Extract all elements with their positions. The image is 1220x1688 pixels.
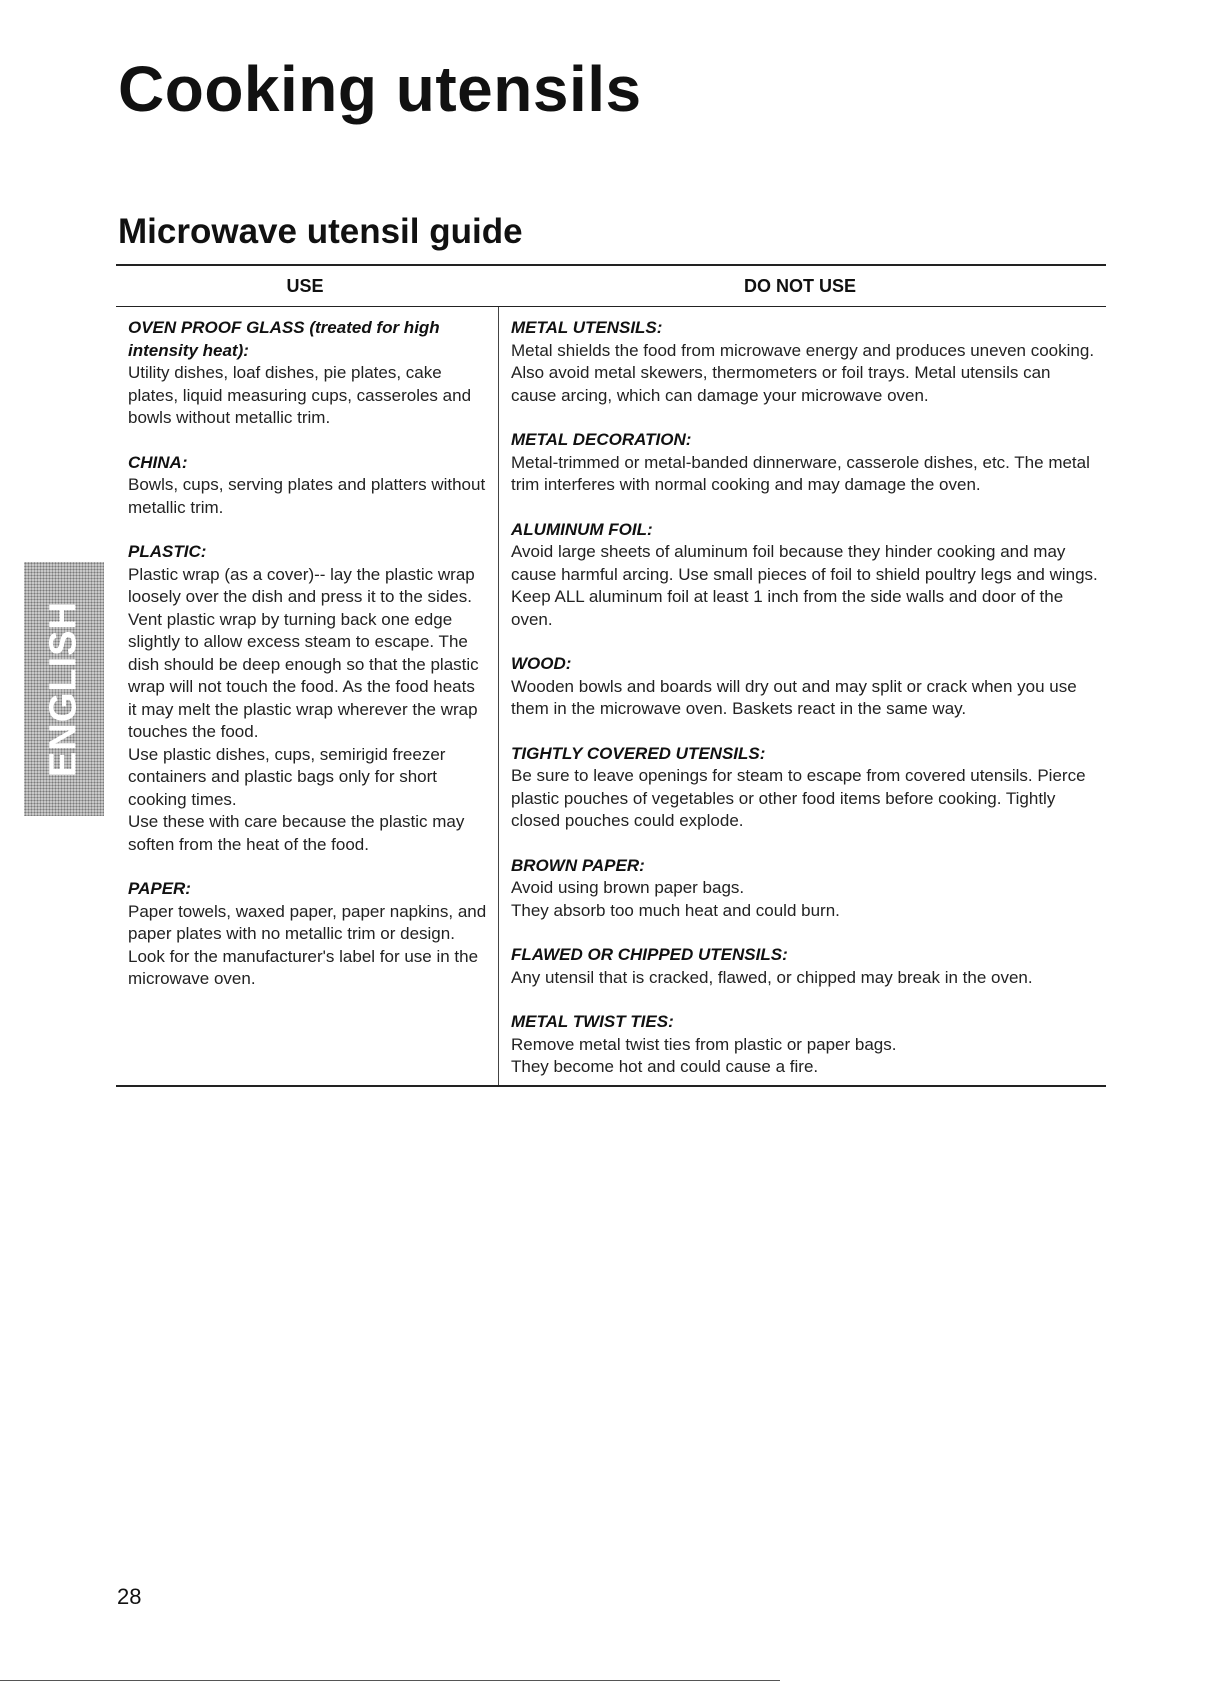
do-not-use-entry-text: Remove metal twist ties from plastic or paper bags. They become hot and could cause a fire. (511, 1034, 897, 1076)
do-not-use-entry-heading: ALUMINUM FOIL: (511, 519, 653, 539)
use-column (116, 307, 499, 1085)
use-entry-text: Plastic wrap (as a cover)-- lay the plastic wrap loosely over the dish and press it to the sides. Vent plastic wrap by turning back one edge slightly to allow excess steam to escape. The dish should be deep enough so that the plastic wrap will not touch the food. As the food heats it may melt the plastic wrap wherever the wrap touches the food. Use plastic dishes, cups, semirigid freezer containers and plastic bags only for short cooking times. Use these with care because the plastic may soften from the heat of the food. (128, 564, 479, 854)
utensil-guide-table (116, 264, 1106, 1087)
do-not-use-entry-text: Avoid large sheets of aluminum foil because they hinder cooking and may cause harmful arcing. Use small pieces of foil to shield poultry legs and wings. Keep ALL aluminum foil at least 1 inch from the side walls and door of the oven. (511, 542, 1098, 629)
do-not-use-entry (511, 317, 1098, 407)
use-entry-heading: PAPER: (128, 879, 191, 898)
do-not-use-entry (511, 653, 1098, 721)
use-entry-text: Paper towels, waxed paper, paper napkins, and paper plates with no metallic trim or design. Look for the manufacturer's label for use in the microwave oven. (128, 901, 487, 988)
do-not-use-entry-text: Any utensil that is cracked, flawed, or chipped may break in the oven. (511, 967, 1033, 987)
do-not-use-entry (511, 429, 1098, 497)
use-entry-heading: OVEN PROOF GLASS (treated for high intensity heat): (128, 318, 440, 360)
use-entry-heading: CHINA: (128, 452, 188, 472)
do-not-use-entry-text: Metal-trimmed or metal-banded dinnerware, casserole dishes, etc. The metal trim interferes with normal cooking and may damage the oven. (511, 452, 1090, 494)
do-not-use-entry (511, 743, 1098, 833)
language-tab-label: ENGLISH (42, 601, 85, 777)
do-not-use-entry-heading: METAL UTENSILS: (511, 318, 663, 337)
do-not-use-entry (511, 1011, 1098, 1079)
use-entry (128, 317, 488, 430)
do-not-use-entry-heading: TIGHTLY COVERED UTENSILS: (511, 743, 766, 763)
use-entry-heading: PLASTIC: (128, 542, 207, 561)
do-not-use-entry (511, 944, 1098, 989)
do-not-use-entry-text: Avoid using brown paper bags. They absorb too much heat and could burn. (511, 878, 840, 920)
do-not-use-entry-heading: METAL TWIST TIES: (511, 1012, 674, 1031)
do-not-use-column-header: DO NOT USE (743, 275, 856, 296)
language-tab (24, 562, 104, 816)
table-body (116, 307, 1106, 1085)
do-not-use-entry-heading: WOOD: (511, 654, 572, 673)
use-entry (128, 452, 488, 520)
do-not-use-column (499, 307, 1106, 1085)
section-title: Microwave utensil guide (118, 212, 523, 251)
use-entry-text: Bowls, cups, serving plates and platters without metallic trim. (128, 475, 486, 517)
page-title: Cooking utensils (118, 53, 642, 125)
do-not-use-entry (511, 855, 1098, 923)
use-entry-text: Utility dishes, loaf dishes, pie plates, cake plates, liquid measuring cups, casseroles and bowls without metallic trim. (128, 363, 472, 427)
do-not-use-entry (511, 519, 1098, 632)
do-not-use-entry-heading: FLAWED OR CHIPPED UTENSILS: (511, 945, 788, 964)
use-entry (128, 541, 488, 856)
use-entry (128, 878, 488, 991)
do-not-use-entry-heading: BROWN PAPER: (511, 855, 645, 875)
use-column-header: USE (286, 275, 324, 296)
do-not-use-entry-text: Metal shields the food from microwave energy and produces uneven cooking. Also avoid metal skewers, thermometers or foil trays. Metal utensils can cause arcing, which can damage your microwave oven. (511, 340, 1095, 405)
footer-rule (0, 1680, 780, 1681)
table-header-row (116, 266, 1106, 307)
do-not-use-entry-heading: METAL DECORATION: (511, 430, 692, 449)
do-not-use-entry-text: Wooden bowls and boards will dry out and may split or crack when you use them in the microwave oven. Baskets react in the same way. (511, 676, 1077, 718)
page-number: 28 (117, 1584, 142, 1609)
do-not-use-entry-text: Be sure to leave openings for steam to escape from covered utensils. Pierce plastic pouches of vegetables or other food items before cooking. Tightly closed pouches could explode. (511, 766, 1086, 830)
